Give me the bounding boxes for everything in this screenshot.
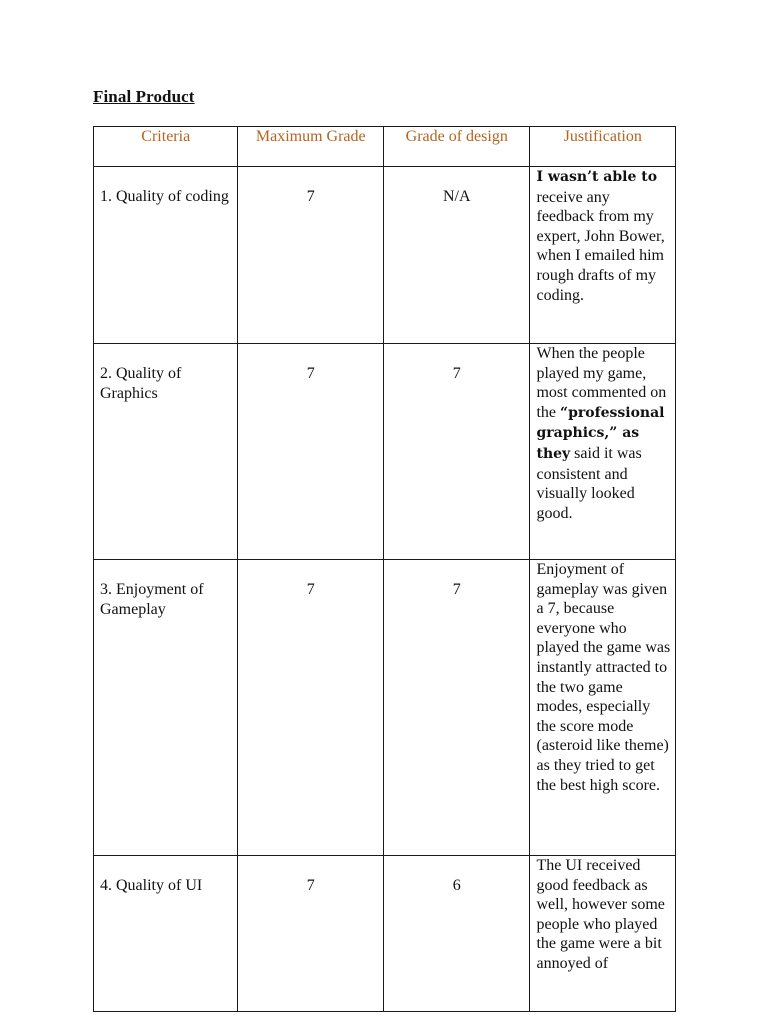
max-grade-cell: 7 [238,344,384,560]
header-criteria: Criteria [94,127,238,167]
criteria-cell: 3. Enjoyment of Gameplay [94,560,238,856]
table-row [94,344,676,560]
justification-text: When the people played my game, most commented on the [536,345,667,421]
page-title: Final Product [93,87,195,106]
max-grade-cell: 7 [238,856,384,1012]
table-row [94,167,676,344]
table-row [94,560,676,856]
justification-cell: Enjoyment of gameplay was given a 7, because everyone who played the game was instantly attracted to the two game modes, especially the score mode (asteroid like theme) as they tried to get the best high score. [530,560,676,856]
grading-table [93,126,676,1012]
criteria-cell: 4. Quality of UI [94,856,238,1012]
design-grade-cell: 7 [383,344,530,560]
header-maximum-grade: Maximum Grade [238,127,384,167]
justification-text: said it was consistent and visually looked good. [536,444,642,522]
justification-text: receive any feedback from my expert, John Bower, when I emailed him rough drafts of my coding. [536,188,665,304]
justification-bold-text: I wasn’t able to [536,169,658,185]
max-grade-cell: 7 [238,560,384,856]
design-grade-cell: 6 [383,856,530,1012]
justification-cell [530,167,676,344]
header-grade-of-design: Grade of design [383,127,530,167]
table-row [94,856,676,1012]
justification-cell [530,344,676,560]
design-grade-cell: N/A [383,167,530,344]
header-justification: Justification [530,127,676,167]
design-grade-cell: 7 [383,560,530,856]
justification-cell: The UI received good feedback as well, however some people who played the game were a bit annoyed of [530,856,676,1012]
justification-bold-text: “professional graphics,” as they [536,404,665,462]
criteria-cell: 1. Quality of coding [94,167,238,344]
table-header-row [94,127,676,167]
max-grade-cell: 7 [238,167,384,344]
criteria-cell: 2. Quality of Graphics [94,344,238,560]
